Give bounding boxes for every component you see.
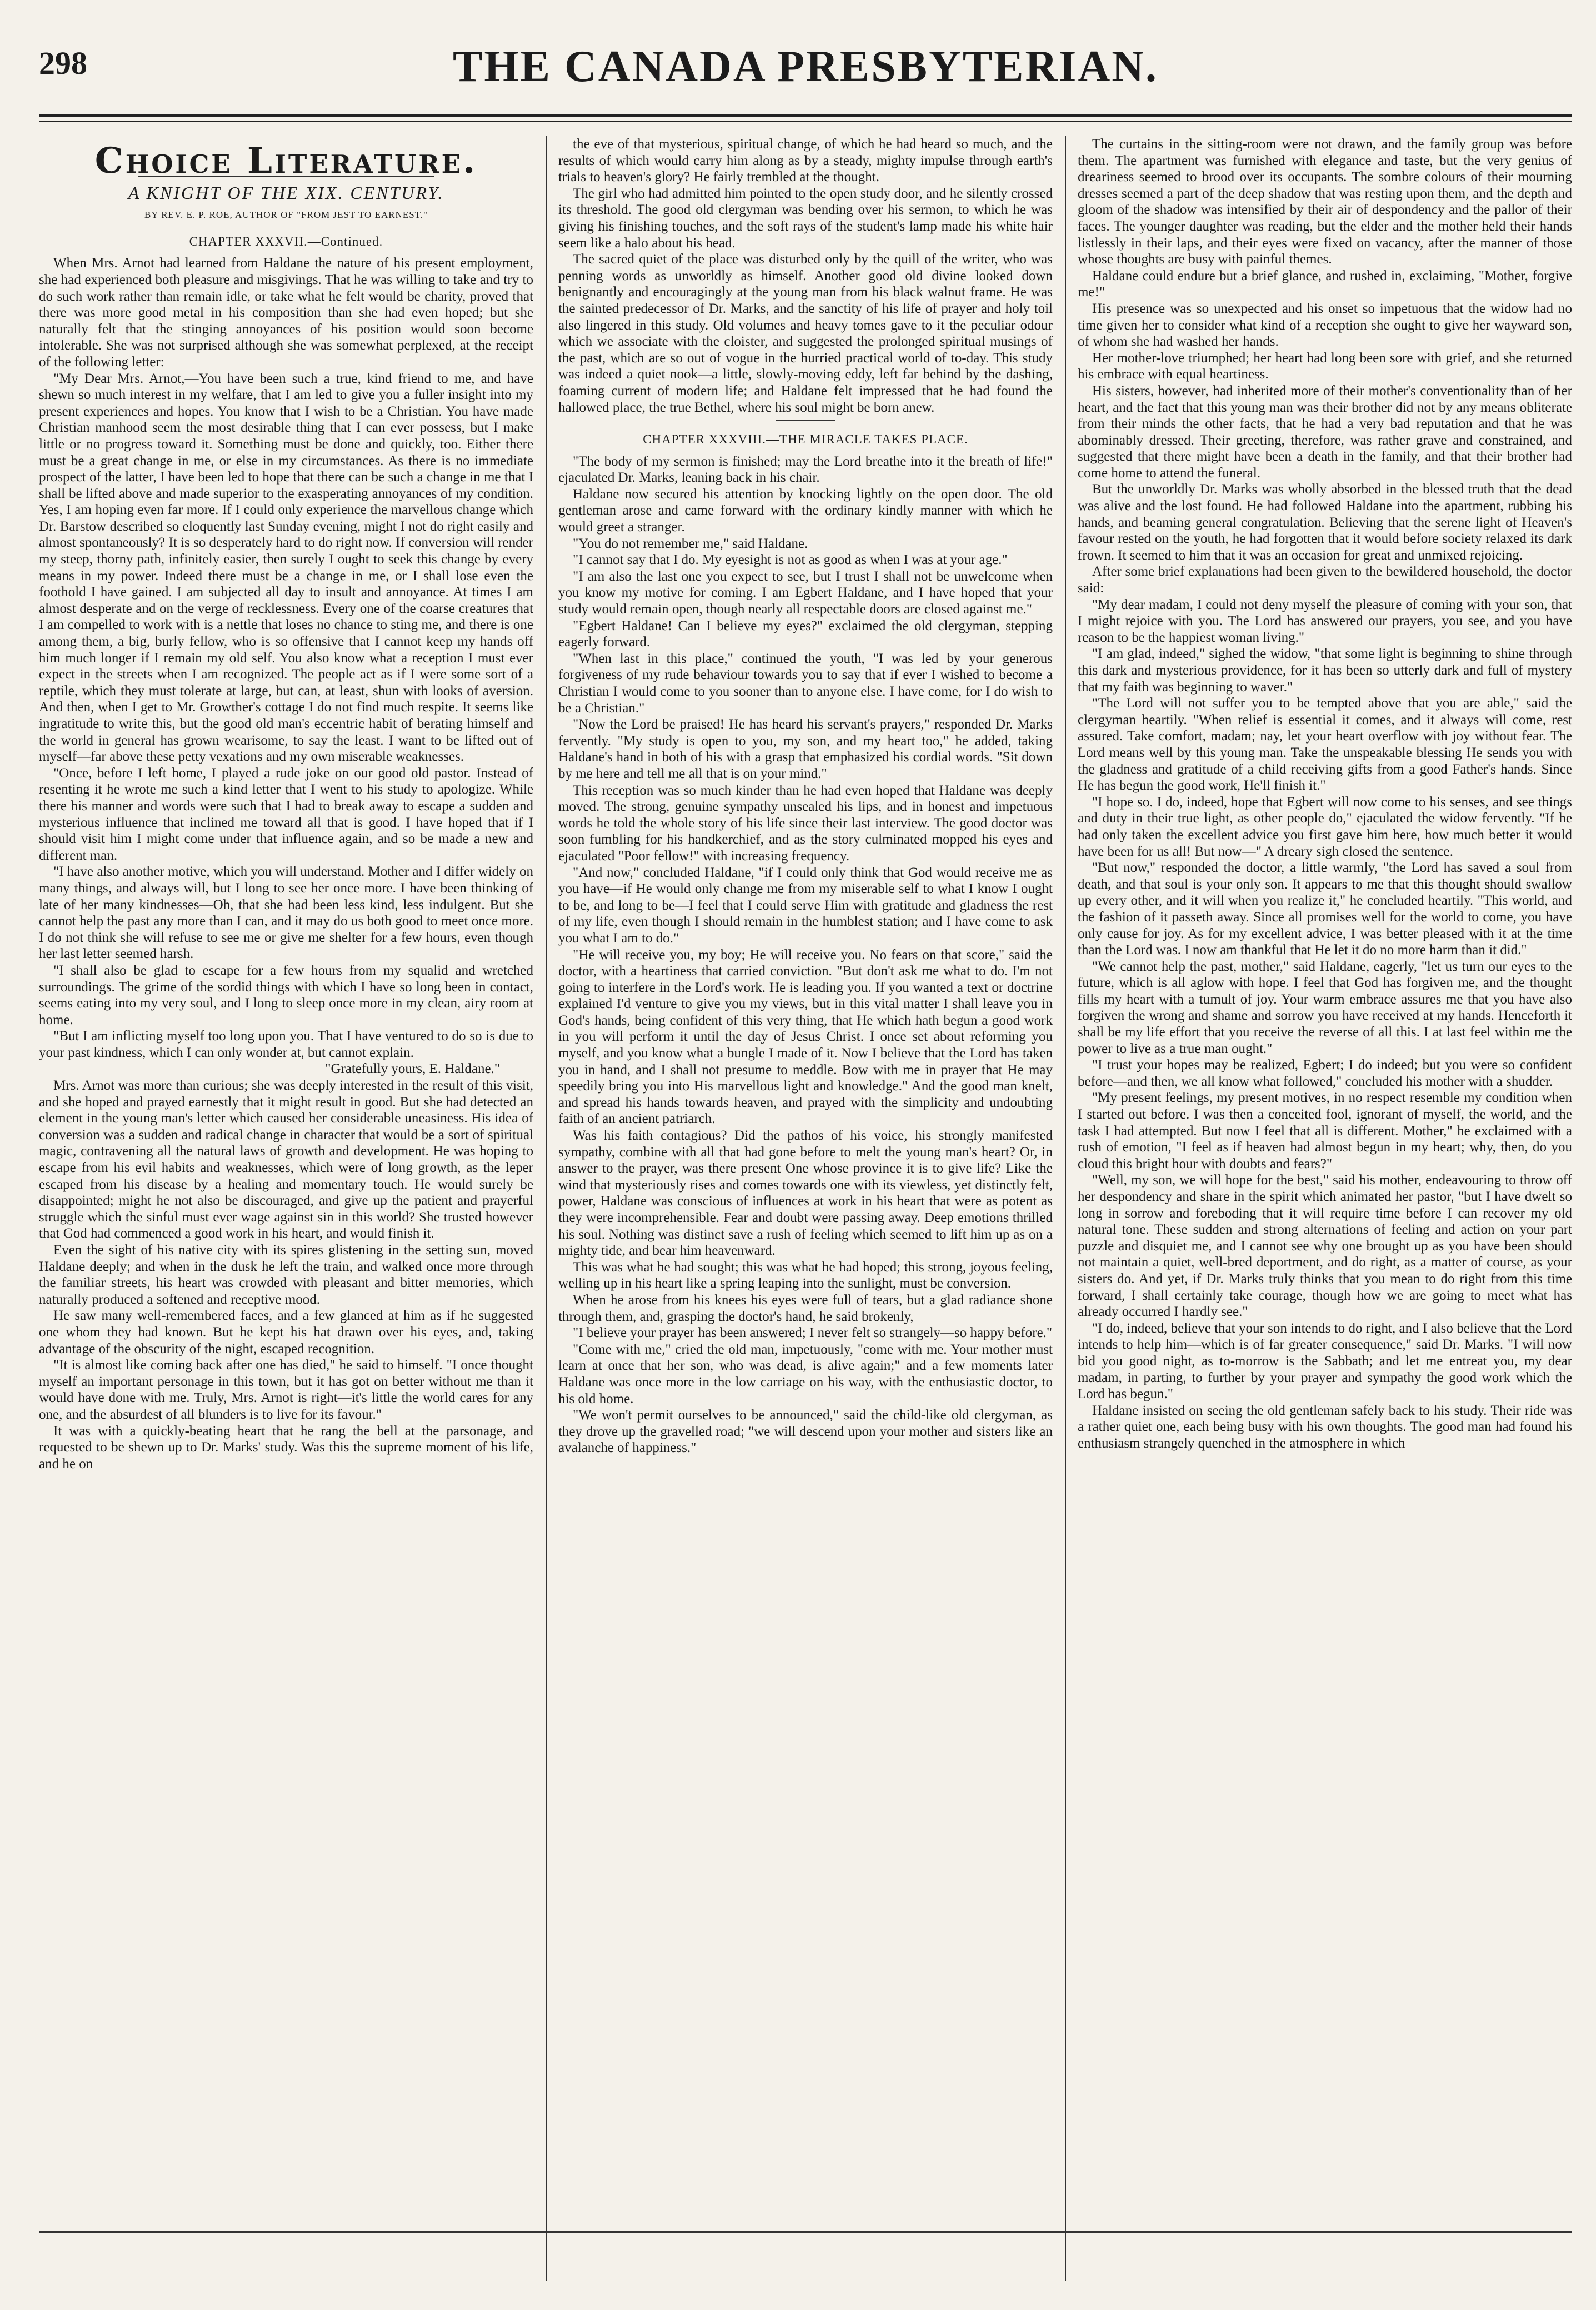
paragraph: "I am glad, indeed," sighed the widow, "that some light is beginning to shine through this dark and mysterious providence, for it has been so utterly dark and full of mystery that my faith was beginning to waver." (1078, 646, 1572, 695)
paragraph: "I shall also be glad to escape for a few hours from my squalid and wretched surroundings. The grime of the sordid things with which I have so long been in contact, seems eating into my very soul, and I long to sleep once more in my clean, airy room at home. (39, 962, 533, 1027)
paragraph: "But I am inflicting myself too long upon you. That I have ventured to do so is due to your past kindness, which I can only wonder at, but cannot explain. (39, 1029, 533, 1060)
column-1-body (39, 255, 533, 1472)
paragraph: "My dear madam, I could not deny myself the pleasure of coming with your son, that I might rejoice with you. The Lord has answered our prayers, you see, and you have reason to be the happiest woman living." (1078, 597, 1572, 645)
masthead (39, 28, 1572, 111)
paragraph: "And now," concluded Haldane, "if I could only think that God would receive me as you have—if He would only change me from my miserable self to what I know I ought to be, and long to be—I feel that I could serve Him with gratitude and gladness the rest of my life, even though I should remain in the humblest station; and I have come to ask you what I am to do." (558, 865, 1053, 946)
masthead-rule-thin (39, 121, 1572, 122)
paragraph: "My present feelings, my present motives, in no respect resemble my condition when I started out before. I was then a conceited fool, ignorant of myself, the world, and the task I had attempted. But now I feel that all is different. Mother," he exclaimed with a rush of emotion, "I feel as if heaven had almost begun in my heart; why, then, do you cloud this bright hour with doubts and fears?" (1078, 1090, 1572, 1171)
page-number: 298 (39, 45, 87, 81)
paragraph: "Gratefully yours, E. Haldane." (325, 1061, 500, 1077)
paragraph: "I am also the last one you expect to see, but I trust I shall not be unwelcome when you know my motive for coming. I am Egbert Haldane, and I have hoped that your study would remain open, though nearly all respectable doors are closed against me." (558, 568, 1053, 617)
paragraph: Was his faith contagious? Did the pathos of his voice, his strongly manifested sympathy, combine with all that had gone before to melt the young man's heart? Or, in answer to the prayer, was there present One whose province it is to give life? Like the wind that mysteriously rises and comes towards one with its viewless, yet distinctly felt, power, Haldane was conscious of influences at work in his heart that were as potent as they were incomprehensible. Fear and doubt were passing away. Deep emotions thrilled his soul. Nothing was distinct save a rush of feeling which seemed to lift him up as on a mighty tide, and bear him heavenward. (558, 1128, 1053, 1259)
chapter-rule (776, 420, 835, 421)
paragraph: The sacred quiet of the place was disturbed only by the quill of the writer, who was penning words as unworldly as himself. Another good old divine looked down benignantly and encouragingly at the young man from his black walnut frame. He was the sainted predecessor of Dr. Marks, and the sanctity of his life of prayer and holy toil also lingered in this study. Old volumes and heavy tomes gave to it the peculiar odour which we associate with the cloister, and suggested the prolonged spiritual musings of the past, which are so out of vogue in the hurried practical world of to-day. This study was indeed a quiet nook—a little, slowly-moving eddy, left far behind by the dashing, foaming current of modern life; and Haldane felt impressed that he had found the hallowed place, the true Bethel, where his soul might be born anew. (558, 252, 1053, 415)
paragraph: "My Dear Mrs. Arnot,—You have been such a true, kind friend to me, and have shewn so much interest in my welfare, that I am led to give you a fuller insight into my present experiences and hopes. You know that I wish to be a Christian. You have made Christian manhood seem the most desirable thing that I can ever possess, but I make little or no progress toward it. Something must be done and quickly, too. Either there must be a great change in me, or else in my circumstances. As there is no immediate prospect of the latter, I have been led to hope that there can be such a change in me that I shall be lifted above and made superior to the exasperating annoyances of my condition. Yes, I am hoping even far more. If I could only experience the marvellous change which Dr. Barstow described so eloquently last Sunday evening, might I not do right easily and almost spontaneously? It is so desperately hard to do right now. If conversion will render my steep, thorny path, infinitely easier, then surely I ought to seek this change by every means in my power. Indeed there must be a change in me, or I shall lose even the foothold I have gained. I am subjected all day to insult and annoyance. At times I am almost desperate and on the verge of recklessness. Every one of the coarse creatures that I am compelled to work with is a nettle that loses no chance to sting me, and there is one among them, a big, burly fellow, who is so offensive that I cannot keep my hands off him much longer if I remain my old self. You also know what a reception I must ever expect in the streets when I am recognized. The people act as if I were some sort of a reptile, which they must tolerate at large, but can, at least, shun with looks of aversion. And then, when I get to Mr. Growther's cottage I do not find much respite. It seems like ingratitude to write this, but the good old man's eccentric habit of berating himself and the world in general has grown wearisome, to say the least. I want to be lifted out of myself—far above these petty vexations and my own miserable weaknesses. (39, 371, 533, 765)
masthead-rule (39, 114, 1572, 117)
paragraph: Haldane insisted on seeing the old gentleman safely back to his study. Their ride was a rather quiet one, each being busy with his own thoughts. The good man had found his enthusiasm strangely quenched in the atmosphere in which (1078, 1403, 1572, 1451)
chapter-heading-38: CHAPTER XXXVIII.—THE MIRACLE TAKES PLACE. (643, 432, 968, 447)
paragraph: "I believe your prayer has been answered; I never felt so strangely—so happy before." (573, 1325, 1053, 1341)
column-3 (1078, 136, 1572, 2281)
column-2-body-b (558, 453, 1053, 1456)
paragraph: The girl who had admitted him pointed to the open study door, and he silently crossed its threshold. The good old clergyman was bending over his sermon, to which he was giving his finishing touches, and the soft rays of the student's lamp made his white hair seem like a halo about his head. (558, 186, 1053, 251)
paragraph: When Mrs. Arnot had learned from Haldane the nature of his present employment, she had experienced both pleasure and misgivings. That he was willing to take and try to do such work rather than remain idle, or take what he felt would be charity, proved that there was more good metal in his composition than she had even hoped; but she naturally felt that the stinging annoyances of his position would soon become intolerable. She was not surprised although she was somewhat perplexed, at the receipt of the following letter: (39, 256, 533, 370)
paragraph: His sisters, however, had inherited more of their mother's conventionality than of her heart, and the fact that this young man was their brother did not by any means obliterate from their minds the other facts, that he had a very bad reputation and that he was abominably dressed. Their greeting, therefore, was rather grave and constrained, and suggested that there might have been a death in the family, and that their brother had come home to attend the funeral. (1078, 383, 1572, 481)
paragraph: "I cannot say that I do. My eyesight is not as good as when I was at your age." (573, 552, 1008, 568)
column-3-body (1078, 136, 1572, 1452)
paragraph: "Once, before I left home, I played a rude joke on our good old pastor. Instead of resenting it he wrote me such a kind letter that I went to his study to apologize. While there his manner and words were such that I had to break away to escape a sudden and mysterious influence that inclined me toward all that is good. I have hoped that if I should visit him I might come under that influence again, and so be made a new and different man. (39, 765, 533, 863)
paragraph: This reception was so much kinder than he had even hoped that Haldane was deeply moved. The strong, genuine sympathy unsealed his lips, and in honest and impetuous words he told the whole story of his life since their last interview. The good doctor was soon fumbling for his handkerchief, and as the story culminated mopped his eyes and ejaculated "Poor fellow!" with increasing frequency. (558, 782, 1053, 864)
paragraph: "Well, my son, we will hope for the best," said his mother, endeavouring to throw off her despondency and share in the spirit which animated her pastor, "but I have dwelt so long in sorrow and foreboding that it will require time before I can recover my old natural tone. These sudden and strong alternations of feeling and action on your part puzzle and disquiet me, and I cannot see why one brought up as you have been should not maintain a quiet, well-bred deportment, and do right, as a matter of course, as your sisters do. And yet, if Dr. Marks truly thinks that you mean to do right from this time forward, I shall certainly take courage, though how we are going to meet what has already occurred I hardly see." (1078, 1173, 1572, 1320)
paragraph: "We cannot help the past, mother," said Haldane, eagerly, "let us turn our eyes to the future, which is all aglow with hope. I feel that God has forgiven me, and the thought fills my heart with a tumult of joy. Your warm embrace assures me that you have also forgiven the wrong and shame and sorrow you have received at my hands. Henceforth it shall be my life effort that you receive the reverse of all this. I at last feel within me the power to live as a true man ought." (1078, 959, 1572, 1056)
paper-title: THE CANADA PRESBYTERIAN. (453, 42, 1158, 91)
paragraph: "Now the Lord be praised! He has heard his servant's prayers," responded Dr. Marks fervently. "My study is open to you, my son, and my heart too," he added, taking Haldane's hand in both of his with a grasp that emphasized his cordial words. "Sit down by me here and tell me all that is on your mind." (558, 717, 1053, 781)
paragraph: the eve of that mysterious, spiritual change, of which he had heard so much, and the results of which would carry him along as by a steady, mighty impulse through earth's trials to heaven's glory? He fairly trembled at the thought. (558, 137, 1053, 185)
paragraph: "I hope so. I do, indeed, hope that Egbert will now come to his senses, and see things and duty in their true light, as other people do," ejaculated the widow fervently. "If he had only taken the excellent advice you first gave him here, how much better it would have been for us all! But now—" A dreary sigh closed the sentence. (1078, 794, 1572, 859)
paragraph: Even the sight of his native city with its spires glistening in the setting sun, moved Haldane deeply; and when in the dusk he left the train, and walked once more through the familiar streets, his heart was crowded with pleasant and bitter memories, which naturally produced a softened and receptive mood. (39, 1243, 533, 1307)
paragraph: "It is almost like coming back after one has died," he said to himself. "I once thought myself an important personage in this town, but it has got on better without me than it would have done with me. Truly, Mrs. Arnot is right—it's little the world cares for any one, and the absurdest of all blunders is to live for its favour." (39, 1358, 533, 1422)
paragraph: His presence was so unexpected and his onset so impetuous that the widow had no time given her to consider what kind of a reception she ought to give her wayward son, of whom she had washed her hands. (1078, 301, 1572, 350)
paragraph: Her mother-love triumphed; her heart had long been sore with grief, and she returned his embrace with equal heartiness. (1078, 350, 1572, 382)
column-2-body-a (558, 136, 1053, 416)
paragraph: After some brief explanations had been given to the bewildered household, the doctor said: (1078, 564, 1572, 596)
paragraph: When he arose from his knees his eyes were full of tears, but a glad radiance shone through them, and, grasping the doctor's hand, he said brokenly, (558, 1292, 1053, 1324)
paragraph: He saw many well-remembered faces, and a few glanced at him as if he suggested one whom they had known. But he kept his hat drawn over his eyes, and, taking advantage of the obscurity of the night, escaped recognition. (39, 1308, 533, 1356)
paragraph: The curtains in the sitting-room were not drawn, and the family group was before them. The apartment was furnished with elegance and taste, but the very genius of dreariness seemed to brood over its occupants. The sombre colours of their mourning dresses seemed a part of the deep shadow that was resting upon them, and the depth and gloom of the shadow was intensified by their air of despondency and the pallor of their faces. The younger daughter was reading, but the elder and the mother held their hands listlessly in their laps, and their eyes were fixed on vacancy, after the manner of those whose thoughts are busy with painful themes. (1078, 137, 1572, 267)
column-1 (39, 136, 533, 2281)
paragraph: "The body of my sermon is finished; may the Lord breathe into it the breath of life!" ejaculated Dr. Marks, leaning back in his chair. (558, 453, 1053, 486)
paragraph: "We won't permit ourselves to be announced," said the child-like old clergyman, as they drove up the gravelled road; "we will descend upon your mother and sisters like an avalanche of happiness." (558, 1408, 1053, 1456)
paragraph: "But now," responded the doctor, a little warmly, "the Lord has saved a soul from death, and that soul is your only son. It appears to me that this thought should swallow up every other, and it will when you realize it," he concluded heartily. "This world, and the fashion of it passeth away. Since all promises well for the world to come, you have only cause for joy. As for my excellent advice, I was better pleased with it at the time than the Lord was. I now am thankful that He let it do no more harm than it did." (1078, 860, 1572, 958)
paragraph: "Come with me," cried the old man, impetuously, "come with me. Your mother must learn at once that her son, who was dead, is alive again;" and a few moments later Haldane was once more in the low carriage on his way, with the enthusiastic doctor, to his old home. (558, 1341, 1053, 1406)
paragraph: "I have also another motive, which you will understand. Mother and I differ widely on many things, and always will, but I long to see her once more. I have been thinking of late of her many kindnesses—Oh, that she had been less kind, less indulgent. But she cannot help the past any more than I can, and it may do us both good to meet once more. I do not think she will refuse to see me or give me shelter for a few hours, even though her last letter seemed harsh. (39, 864, 533, 962)
paragraph: "Egbert Haldane! Can I believe my eyes?" exclaimed the old clergyman, stepping eagerly forward. (558, 618, 1053, 650)
paragraph: Haldane now secured his attention by knocking lightly on the open door. The old gentleman arose and came forward with the ordinary kindly manner with which he would greet a stranger. (558, 486, 1053, 535)
paragraph: But the unworldly Dr. Marks was wholly absorbed in the blessed truth that the dead was alive and the lost found. He had followed Haldane into the apartment, rubbing his hands, and beaming general congratulation. Believing that the serene light of Heaven's favour rested on the youth, he had forgotten that it would before society relaxed its dark frown. It seemed to him that it was an occasion for great and unmixed rejoicing. (1078, 482, 1572, 563)
paragraph: It was with a quickly-beating heart that he rang the bell at the parsonage, and requested to be shewn up to Dr. Marks' study. Was this the supreme moment of his life, and he on (39, 1423, 533, 1471)
newspaper-page (39, 28, 1572, 2284)
paragraph: "I do, indeed, believe that your son intends to do right, and I also believe that the Lord intends to help him—which is of far greater consequence," said Dr. Marks. "I will now bid you good night, as to-morrow is the Sabbath; and let me entreat you, my dear madam, in parting, to further by your prayer and sympathy the good work which the Lord has begun." (1078, 1320, 1572, 1402)
section-heading: Choice Literature. (94, 140, 478, 182)
column-divider (1065, 136, 1066, 2281)
paragraph: Mrs. Arnot was more than curious; she was deeply interested in the result of this visit, and she hoped and prayed earnestly that it might result in good. But she had detected an element in the young man's letter which caused her considerable uneasiness. His idea of conversion was a sudden and radical change in character that would be a sort of spiritual magic, contravening all the natural laws of growth and development. He was hoping to escape from his evil habits and weaknesses, which were of long growth, as the leper escaped from his disease by a healing and momentary touch. He would surely be disappointed; might he not also be discouraged, and give up the patient and prayerful struggle which the sinful must ever wage against sin in this world? She trusted however that God had commenced a good work in his heart, and would finish it. (39, 1078, 533, 1241)
paragraph: Haldane could endure but a brief glance, and rushed in, exclaiming, "Mother, forgive me!" (1078, 268, 1572, 300)
byline: BY REV. E. P. ROE, AUTHOR OF "FROM JEST TO EARNEST." (144, 209, 428, 221)
column-2 (558, 136, 1053, 2281)
paragraph: "I trust your hopes may be realized, Egbert; I do indeed; but you were so confident before—and then, we all know what followed," concluded his mother with a shudder. (1078, 1057, 1572, 1089)
columns (39, 136, 1572, 2284)
column-divider (546, 136, 547, 2281)
paragraph: "You do not remember me," said Haldane. (573, 536, 808, 551)
chapter-heading-37: CHAPTER XXXVII.—Continued. (189, 234, 383, 248)
paragraph: "The Lord will not suffer you to be tempted above that you are able," said the clergyman heartily. "When relief is essential it comes, and it always will come, rest assured. Take comfort, madam; nay, let your heart overflow with joy without fear. The Lord means well by this young man. Take the unspeakable blessing He sends you with the gladness and gratitude of a child receiving gifts from a good Father's hands. Since He has begun the good work, He'll finish it." (1078, 696, 1572, 794)
paragraph: This was what he had sought; this was what he had hoped; this strong, joyous feeling, welling up in his heart like a spring leaping into the sunlight, must be conversion. (558, 1259, 1053, 1291)
story-title: A KNIGHT OF THE XIX. CENTURY. (128, 182, 444, 203)
bottom-rule (39, 2231, 1572, 2233)
paragraph: "When last in this place," continued the youth, "I was led by your generous forgiveness of my rude behaviour towards you to say that if ever I wished to become a Christian I would come to you sooner than to anyone else. I have come, for I do wish to be a Christian." (558, 651, 1053, 716)
paragraph: "He will receive you, my boy; He will receive you. No fears on that score," said the doctor, with a heartiness that carried conviction. "But don't ask me what to do. I'm not going to interfere in the Lord's work. He is leading you. If you wanted a text or doctrine explained I'd venture to give you my views, but in this vital matter I shall leave you in God's hands, being confident of this very thing, that He which hath begun a good work in you will perform it until the day of Jesus Christ. I once set about reforming you myself, and you know what a bungle I made of it. Now I believe that the Lord has taken you in hand, and I shall not presume to meddle. Bow with me in prayer that He may speedily bring you into His marvellous light and knowledge." And the good man knelt, and spread his hands towards heaven, and prayed with the simplicity and undoubting faith of an ancient patriarch. (558, 947, 1053, 1127)
